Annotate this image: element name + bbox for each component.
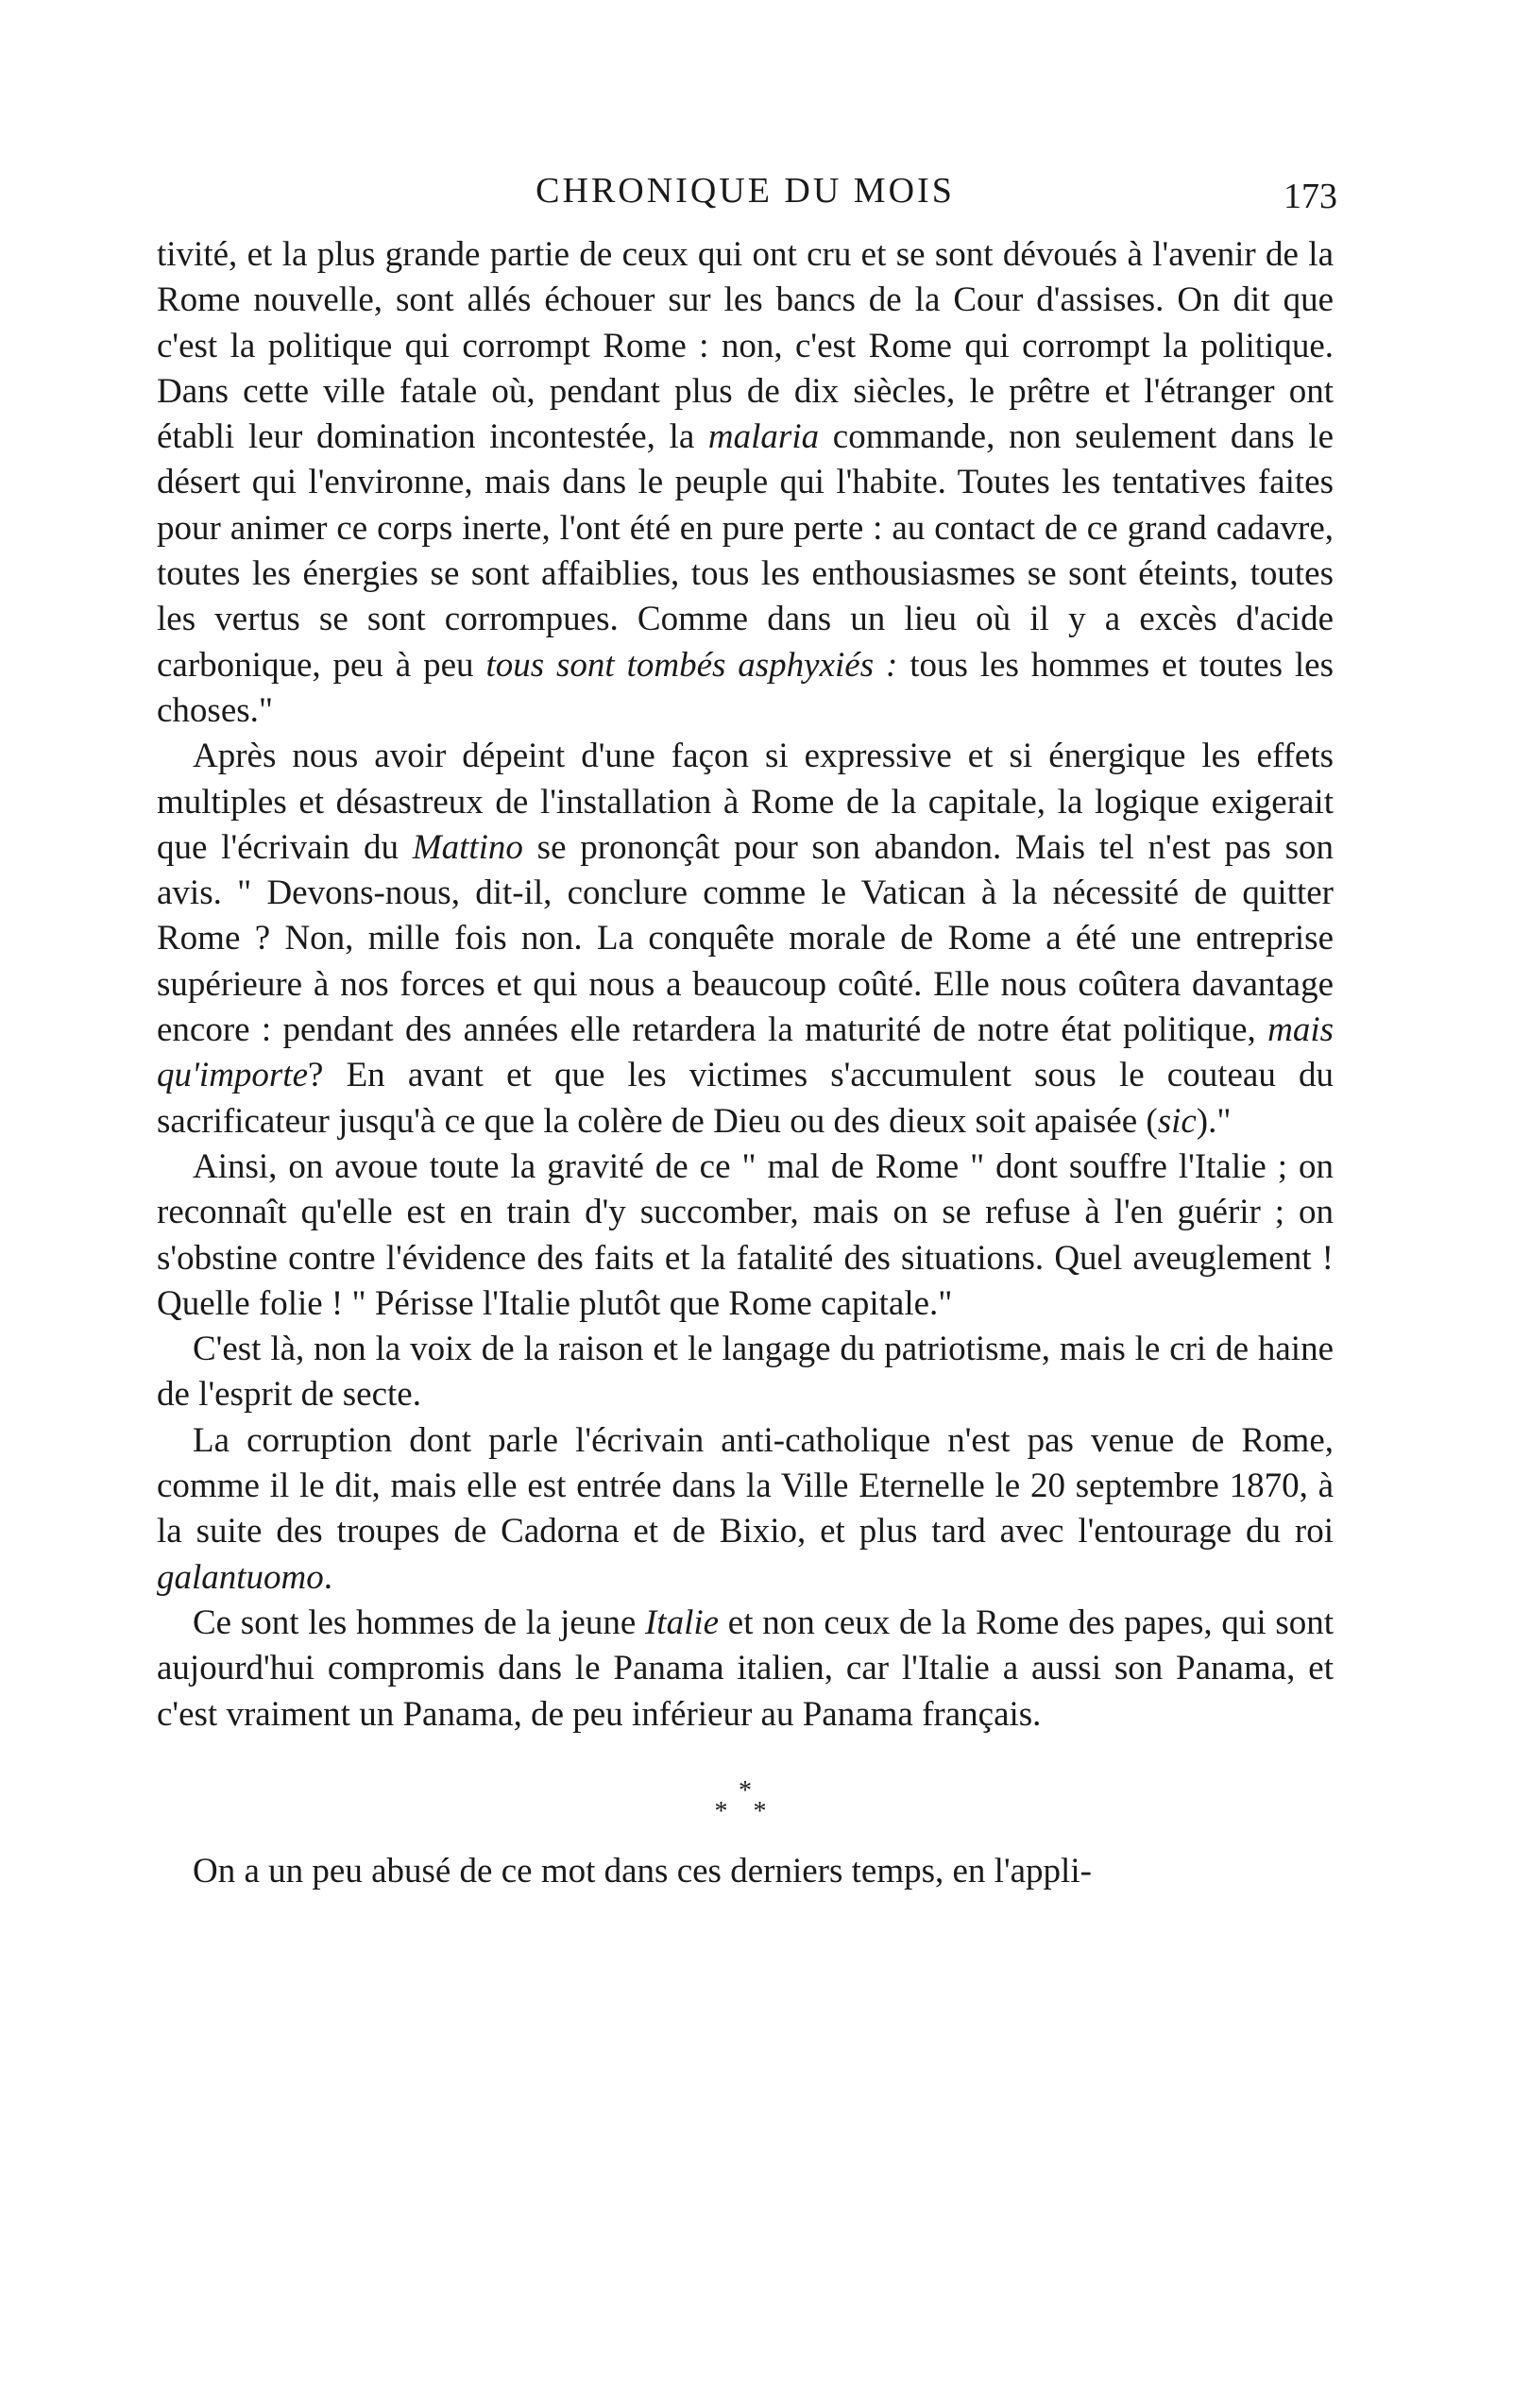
running-title: CHRONIQUE DU MOIS (536, 171, 955, 211)
text-run: La corruption dont parle l'écrivain anti-catholique n'est pas venue de Rome, comme il le dit, mais elle est entrée dans la Ville Eternelle le 20 septembre 1870, à la suite des troupes de Cadorna et de Bixio, et plus tard avec l'entourage du roi (157, 1420, 1334, 1552)
paragraph-last (157, 1849, 1334, 1894)
asterism-bottom: * * (714, 1796, 776, 1826)
text-run: Après nous avoir dépeint d'une façon si expressive et si énergique les effets multiples et désastreux de l'installation à Rome de la capitale, la logique exigerait que l'écrivain du (157, 737, 1334, 867)
asterism-top: * (739, 1775, 752, 1806)
paragraph (157, 1418, 1334, 1601)
page-number: 173 (1284, 177, 1337, 216)
italic-run: Italie (644, 1603, 720, 1642)
text-run: tous les hommes et toutes les choses." (157, 645, 1334, 730)
text-run: C'est là, non la voix de la raison et le langage du patriotisme, mais le cri de haine de l'esprit de secte. (157, 1330, 1334, 1415)
text-run: tivité, et la plus grande partie de ceux qui ont cru et se sont dévoués à l'avenir de la Rome nouvelle, sont allés échouer sur les bancs de la Cour d'assises. On dit que c'est la politique qui corrompt Rome : non, c'est Rome qui corrompt la politique. Dans cette ville fatale où, pendant plus de dix siècles, le prêtre et l'étranger ont établi leur domination incontestée, la (157, 235, 1334, 457)
text-run: On a un peu abusé de ce mot dans ces derniers temps, en l'appli- (193, 1851, 1092, 1891)
text-run: . (323, 1557, 333, 1597)
text-run: ? En avant et que les victimes s'accumulent sous le couteau du sacrificateur jusqu'à ce que la colère de Dieu ou des dieux soit apaisée ( (157, 1056, 1334, 1141)
body-text (157, 232, 1334, 1894)
italic-run: tous sont tombés asphyxiés : (485, 645, 898, 685)
text-run: Ainsi, on avoue toute la gravité de ce " mal de Rome " dont souffre l'Italie ; on reconnaît qu'elle est en train d'y succomber, mais on se refuse à l'en guérir ; on s'obstine contre l'évidence des faits et la fatalité des situations. Quel aveuglement ! Quelle folie ! " Périsse l'Italie plutôt que Rome capitale." (157, 1146, 1334, 1323)
italic-run: galantuomo (157, 1557, 324, 1597)
text-run: se prononçât pour son abandon. Mais tel n'est pas son avis. " Devons-nous, dit-il, conclure comme le Vatican à la nécessité de quitter Rome ? Non, mille fois non. La conquête morale de Rome a été une entreprise supérieure à nos forces et qui nous a beaucoup coûté. Elle nous coûtera davantage encore : pendant des années elle retardera la maturité de notre état politique, (157, 827, 1334, 1050)
paragraph (157, 1327, 1334, 1418)
text-run: et non ceux de la Rome des papes, qui sont aujourd'hui compromis dans le Panama italien, car l'Italie a aussi son Panama, et c'est vraiment un Panama, de peu inférieur au Panama français. (157, 1603, 1334, 1734)
paragraph (157, 1601, 1334, 1738)
paragraph-continuation (157, 232, 1334, 734)
italic-run: malaria (707, 417, 820, 457)
text-run: commande, non seulement dans le désert qui l'environne, mais dans le peuple qui l'habite. Toutes les tentatives faites pour animer ce corps inerte, l'ont été en pure perte : au contact de ce grand cadavre, toutes les énergies se sont affaiblies, tous les enthousiasmes se sont éteints, toutes les vertus se sont corrompues. Comme dans un lieu où il y a excès d'acide carbonique, peu à peu (157, 417, 1334, 685)
running-head (157, 162, 1337, 219)
paragraph (157, 1145, 1334, 1327)
paragraph (157, 734, 1334, 1145)
italic-run: sic (1157, 1101, 1197, 1141)
italic-run: Mattino (412, 827, 523, 867)
text-run: )." (1196, 1101, 1232, 1141)
text-run: Ce sont les hommes de la jeune (193, 1603, 645, 1642)
asterism-separator (157, 1775, 1334, 1826)
italic-run: mais qu'importe (157, 1010, 1334, 1095)
